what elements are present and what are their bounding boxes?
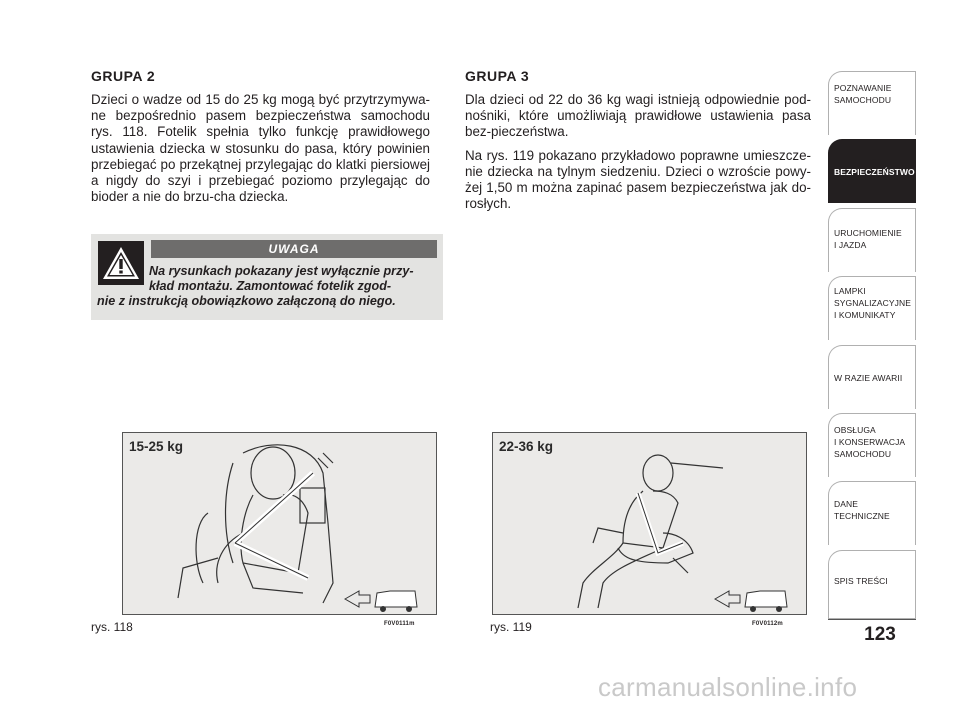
tab-w-razie-awarii[interactable]	[828, 345, 916, 409]
section-heading-grupa-2: GRUPA 2	[91, 68, 156, 84]
tab-poznawanie-samochodu[interactable]	[828, 71, 916, 135]
tab-lampki-sygnalizacyjne[interactable]	[828, 276, 916, 340]
warning-title: UWAGA	[151, 240, 437, 258]
booster-seat-illustration	[493, 433, 807, 615]
figure-caption: rys. 119	[490, 620, 532, 634]
tab-label-line: POZNAWANIE	[834, 83, 892, 93]
tab-label-line: I KONSERWACJA	[834, 437, 906, 447]
page-number: 123	[864, 624, 896, 645]
figure-119	[492, 432, 807, 615]
tab-dane-techniczne[interactable]	[828, 481, 916, 545]
tab-label-line: SAMOCHODU	[834, 95, 892, 105]
figure-code: F0V0111m	[384, 621, 415, 627]
warning-line: nie z instrukcją obowiązkowo załączoną do niego.	[97, 294, 396, 308]
tab-label-line: OBSŁUGA	[834, 425, 876, 435]
tab-label-line: I KOMUNIKATY	[834, 310, 896, 320]
tab-label-line: BEZPIECZEŃSTWO	[834, 167, 915, 177]
section-text-grupa-2	[91, 92, 430, 212]
watermark: carmanualsonline.info	[598, 672, 858, 702]
section-heading-grupa-3: GRUPA 3	[465, 68, 530, 84]
car-direction-icon	[345, 591, 417, 612]
paragraph: Dzieci o wadze od 15 do 25 kg mogą być przytrzymywa-ne bezpośrednio pasem bezpieczeństwa samochodu rys. 118. Fotelik spełnia tylko funkcję prawidłowego ustawienia dziecka w stosunku do pasa, który powinien przebiegać po przekątnej przylegając do klatki piersiowej a nigdy do szyi i przebiegać poziomo przylegając do bioder a nie do brzu-cha dziecka.	[91, 92, 430, 205]
car-direction-icon	[715, 591, 787, 612]
tab-label-line: W RAZIE AWARII	[834, 373, 903, 383]
paragraph: Dla dzieci od 22 do 36 kg wagi istnieją odpowiednie pod-nośniki, które umożliwiają prawidłowe ustawienia pasa bez-pieczeństwa.	[465, 92, 811, 140]
figure-caption: rys. 118	[91, 620, 133, 634]
warning-box	[91, 234, 443, 320]
tab-uruchomienie-i-jazda[interactable]	[828, 208, 916, 272]
figure-label: 15-25 kg	[129, 439, 184, 454]
warning-text	[97, 264, 437, 309]
tab-obsluga-i-konserwacja[interactable]	[828, 413, 916, 477]
tab-spis-tresci[interactable]	[828, 550, 916, 619]
figure-label: 22-36 kg	[499, 439, 554, 454]
tab-label-line: SAMOCHODU	[834, 449, 892, 459]
tab-divider	[828, 619, 916, 620]
tab-label-line: SPIS TREŚCI	[834, 576, 888, 586]
tab-label-line: I JAZDA	[834, 240, 867, 250]
tab-label-line: TECHNICZNE	[834, 511, 890, 521]
figure-118	[122, 432, 437, 615]
child-seat-illustration	[123, 433, 437, 615]
paragraph: Na rys. 119 pokazano przykładowo poprawne umieszcze-nie dziecka na tylnym siedzeniu. Dzieci o wzroście powy-żej 1,50 m można zapinać pasem bezpieczeństwa jak do-rosłych.	[465, 147, 811, 212]
tab-bezpieczenstwo[interactable]	[828, 139, 916, 203]
warning-line: kład montażu. Zamontować fotelik zgod-	[149, 279, 392, 293]
tab-label-line: SYGNALIZACYJNE	[834, 298, 911, 308]
tab-label-line: LAMPKI	[834, 286, 866, 296]
tab-label-line: DANE	[834, 499, 859, 509]
warning-line: Na rysunkach pokazany jest wyłącznie przy-	[149, 264, 414, 278]
figure-code: F0V0112m	[752, 621, 783, 627]
section-text-grupa-3	[465, 92, 811, 219]
tab-label-line: URUCHOMIENIE	[834, 228, 902, 238]
